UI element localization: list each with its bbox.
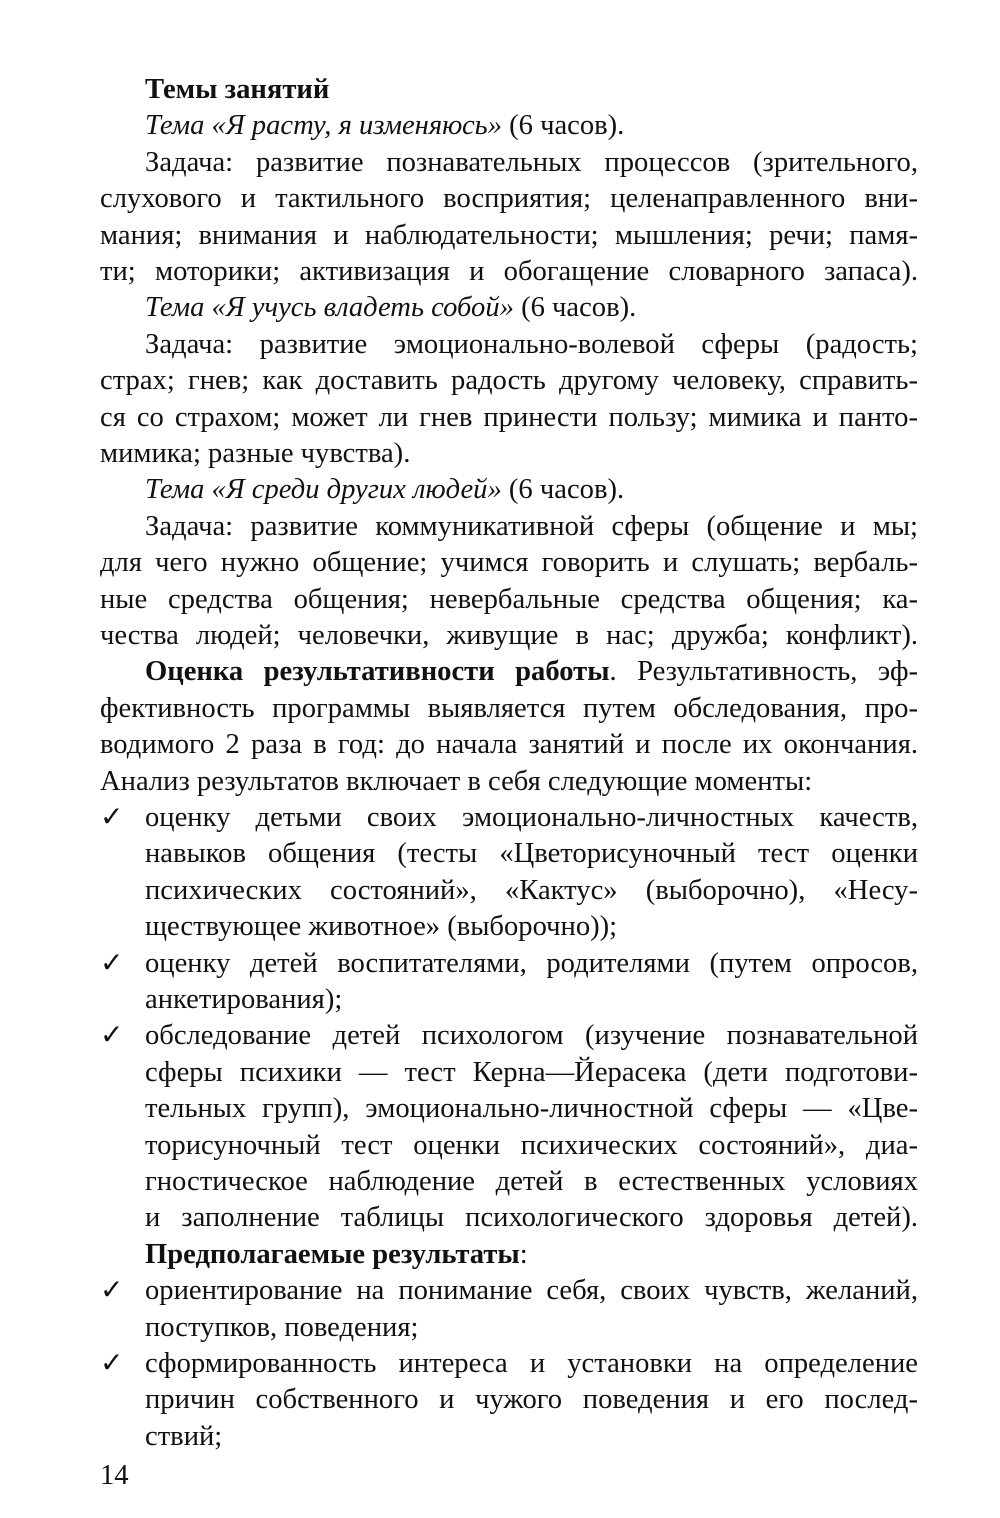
bullet-line <box>145 1273 918 1309</box>
check-icon: ✓ <box>100 802 124 833</box>
text: ся со страхом; может ли гнев принести пользу; мимика и панто- <box>100 401 918 433</box>
text: оценку детей воспитателями, родителями (путем опросов, <box>145 947 918 979</box>
text: . Результативность, эф- <box>609 656 918 688</box>
page-number: 14 <box>100 1460 129 1491</box>
text-line <box>145 1164 918 1200</box>
bullet-line <box>145 800 918 836</box>
text: фективность программы выявляется путем обследования, про- <box>100 692 918 724</box>
text-line <box>100 181 918 217</box>
text: и заполнение таблицы психологического здоровья детей). <box>145 1202 918 1234</box>
text-line <box>145 509 918 545</box>
text: сферы психики — тест Керна—Йерасека (дети подготови- <box>145 1056 918 1088</box>
text: поступков, поведения; <box>145 1311 419 1343</box>
text-line <box>100 727 918 763</box>
bullet-line <box>145 1346 918 1382</box>
bold-text: Оценка результативности работы <box>145 656 610 688</box>
text-line <box>100 436 918 472</box>
text-line <box>100 254 918 290</box>
text: психических состояний», «Кактус» (выборочно), «Несу- <box>145 874 918 906</box>
text-line <box>145 654 918 690</box>
text-line <box>100 545 918 581</box>
italic-text: Тема «Я расту, я изменяюсь» <box>145 110 502 142</box>
text-line <box>145 982 918 1018</box>
text: (6 часов). <box>501 110 625 142</box>
bullet-line <box>145 946 918 982</box>
text-line <box>145 108 918 144</box>
italic-text: Тема «Я учусь владеть собой» <box>145 292 514 324</box>
text: мимика; разные чувства). <box>100 438 411 469</box>
text: причин собственного и чужого поведения и его послед- <box>145 1384 918 1416</box>
check-icon: ✓ <box>100 1275 124 1307</box>
text-line <box>145 1382 918 1418</box>
text: Задача: развитие познавательных процессов (зрительного, <box>145 146 918 178</box>
text: сформированность интереса и установки на определение <box>145 1348 918 1379</box>
text: страх; гнев; как доставить радость другому человеку, справить- <box>100 365 918 397</box>
text-line <box>145 1091 918 1127</box>
text: чества людей; человечки, живущие в нас; дружба; конфликт). <box>100 620 918 651</box>
check-icon: ✓ <box>100 1348 124 1379</box>
text-line <box>145 290 918 326</box>
text-line <box>100 582 918 618</box>
text: ные средства общения; невербальные средства общения; ка- <box>100 583 918 615</box>
text: ствий; <box>145 1420 223 1452</box>
text-line <box>100 400 918 436</box>
text-line <box>145 909 918 945</box>
text-line <box>145 836 918 872</box>
text-line <box>145 1128 918 1164</box>
text: Задача: развитие коммуникативной сферы (общение и мы; <box>145 510 918 542</box>
text: водимого 2 раза в год: до начала занятий и после их окончания. <box>100 729 918 761</box>
text-line <box>145 873 918 909</box>
text: Анализ результатов включает в себя следующие моменты: <box>100 765 813 797</box>
text: оценку детьми своих эмоционально-личностных качеств, <box>145 802 918 833</box>
text-line <box>145 1237 918 1273</box>
check-icon: ✓ <box>100 947 124 979</box>
text: гностическое наблюдение детей в естественных условиях <box>145 1166 918 1197</box>
text: торисуночный тест оценки психических состояний», диа- <box>145 1129 918 1161</box>
bold-text: Темы занятий <box>145 74 330 105</box>
check-icon: ✓ <box>100 1020 124 1052</box>
text: анкетирования); <box>145 984 343 1015</box>
text-line <box>145 1200 918 1236</box>
text-line <box>145 327 918 363</box>
text: ориентирование на понимание себя, своих чувств, желаний, <box>145 1275 918 1307</box>
text: ти; моторики; активизация и обогащение словарного запаса). <box>100 256 918 287</box>
text-line <box>145 72 918 108</box>
text-line <box>100 691 918 727</box>
text-line <box>100 218 918 254</box>
text: мания; внимания и наблюдательности; мышления; речи; памя- <box>100 219 918 251</box>
bullet-line <box>145 1018 918 1054</box>
text-line <box>145 472 918 508</box>
text: тельных групп), эмоционально-личностной сферы — «Цве- <box>145 1093 918 1125</box>
text: ществующее животное» (выборочно)); <box>145 911 618 943</box>
text: (6 часов). <box>501 474 625 506</box>
text: обследование детей психологом (изучение познавательной <box>145 1020 918 1052</box>
text: : <box>519 1238 528 1270</box>
text: для чего нужно общение; учимся говорить и слушать; вербаль- <box>100 547 918 579</box>
text-line <box>145 1055 918 1091</box>
text-line <box>100 618 918 654</box>
text-line <box>145 1419 918 1455</box>
text-line <box>100 764 918 800</box>
bold-text: Предполагаемые результаты <box>145 1238 520 1270</box>
italic-text: Тема «Я среди других людей» <box>145 474 502 506</box>
text-line <box>145 145 918 181</box>
text: Задача: развитие эмоционально-волевой сферы (радость; <box>145 328 918 360</box>
text-line <box>100 363 918 399</box>
text: навыков общения (тесты «Цветорисуночный тест оценки <box>145 838 918 870</box>
text: слухового и тактильного восприятия; целенаправленного вни- <box>100 183 918 215</box>
text: (6 часов). <box>513 292 637 324</box>
text-line <box>145 1310 918 1346</box>
